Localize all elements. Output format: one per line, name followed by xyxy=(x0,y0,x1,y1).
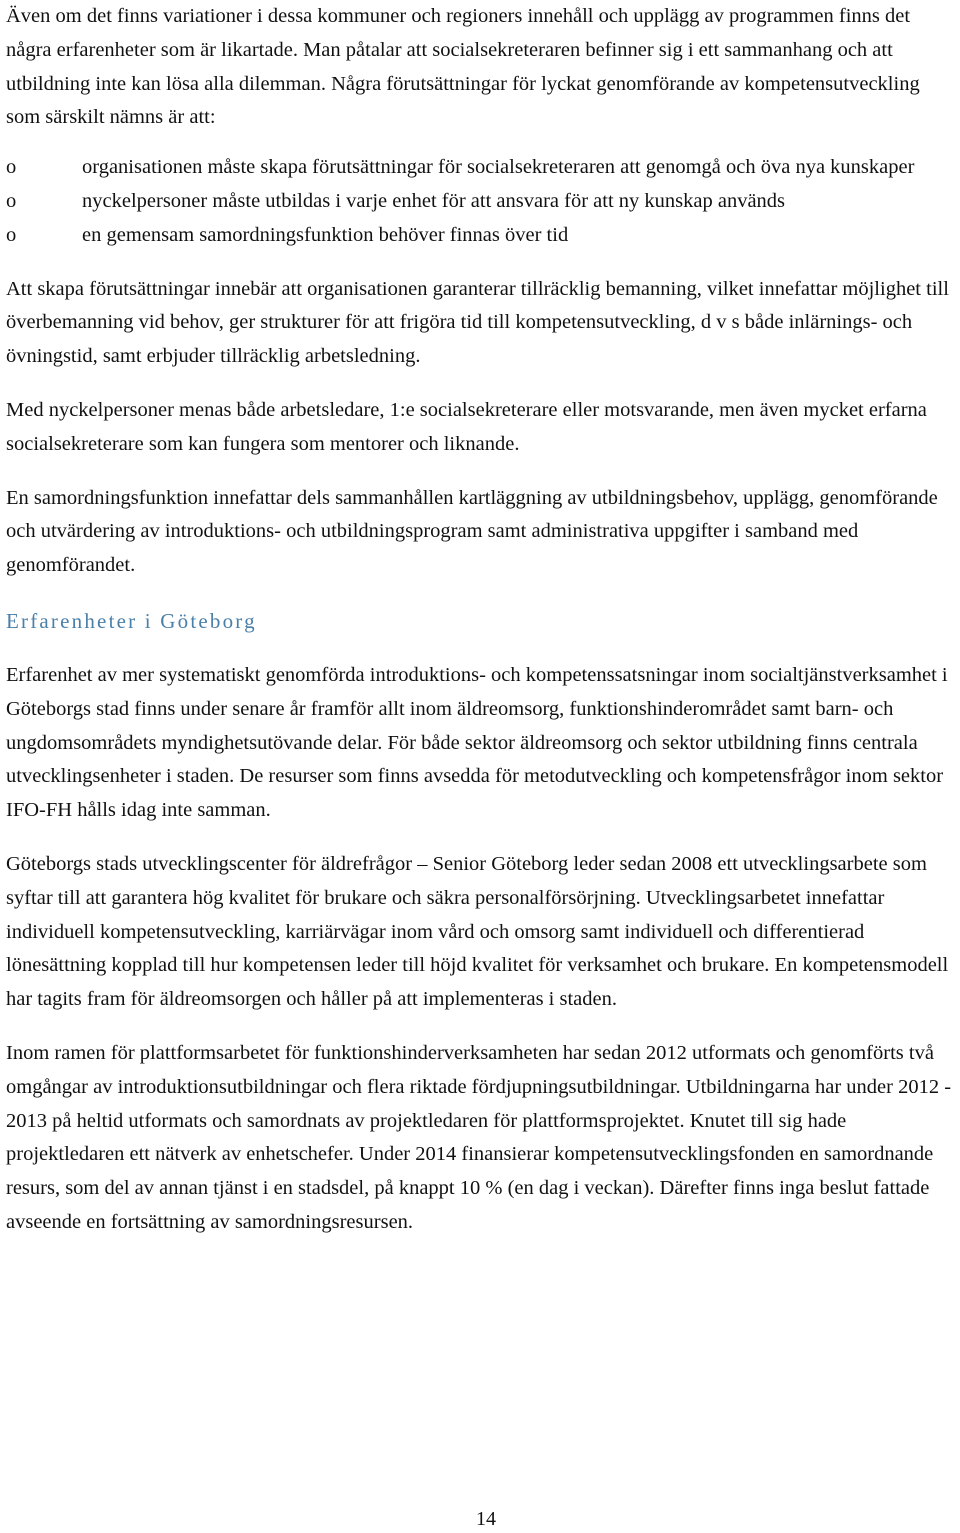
section-heading: Erfarenheter i Göteborg xyxy=(6,608,257,633)
list-item-text: organisationen måste skapa förutsättningar för socialsekreteraren att genomgå och öva nya kunskaper xyxy=(82,156,915,179)
page-number: 14 xyxy=(476,1508,496,1530)
list-item xyxy=(6,219,956,253)
body-paragraph: Göteborgs stads utvecklingscenter för äldrefrågor – Senior Göteborg leder sedan 2008 ett utvecklingsarbete som syftar till att garantera hög kvalitet för brukare och säkra personalförsörjning. Utvecklingsarbetet innefattar individuell kompetensutveckling, karriärvägar inom vård och omsorg samt individuell och differentierad lönesättning kopplad till hur kompetensen leder till höjd kvalitet för verksamhet och brukare. En kompetensmodell har tagits fram för äldreomsorgen och håller på att implementeras i staden. xyxy=(6,852,949,1011)
body-paragraph: Erfarenhet av mer systematiskt genomförda introduktions- och kompetenssatsningar inom socialtjänstverksamhet i Göteborgs stad finns under senare år framför allt inom äldreomsorg, funktionshinderområdet samt barn- och ungdomsområdets myndighetsutövande delar. För både sektor äldreomsorg och sektor utbildning finns centrala utvecklingsenheter i staden. De resurser som finns avsedda för metodutveckling och kompetensfrågor inom sektor IFO-FH hålls idag inte samman. xyxy=(6,663,948,822)
requirements-list xyxy=(6,151,956,252)
document-page xyxy=(6,0,956,1240)
bullet-marker: o xyxy=(6,189,17,212)
intro-paragraph: Även om det finns variationer i dessa kommuner och regioners innehåll och upplägg av programmen finns det några erfarenheter som är likartade. Man påtalar att socialsekreteraren befinner sig i ett sammanhang och att utbildning inte kan lösa alla dilemman. Några förutsättningar för lyckat genomförande av kompetensutveckling som särskilt nämns är att: xyxy=(6,5,920,129)
body-paragraph: Med nyckelpersoner menas både arbetsledare, 1:e socialsekreterare eller motsvarande, men även mycket erfarna socialsekreterare som kan fungera som mentorer och liknande. xyxy=(6,398,927,455)
body-paragraph: Inom ramen för plattformsarbetet för funktionshinderverksamheten har sedan 2012 utformats och genomförts två omgångar av introduktionsutbildningar och flera riktade fördjupningsutbildningar. Utbildningarna har under 2012 - 2013 på heltid utformats och samordnats av projektledaren för plattformsprojektet. Knutet till sig hade projektledaren ett nätverk av enhetschefer. Under 2014 finansierar kompetensutvecklingsfonden en samordnande resurs, som del av annan tjänst i en stadsdel, på knappt 10 % (en dag i veckan). Därefter finns inga beslut fattade avseende en fortsättning av samordningsresursen. xyxy=(6,1041,952,1233)
list-item xyxy=(6,151,956,185)
list-item xyxy=(6,185,956,219)
list-item-text: nyckelpersoner måste utbildas i varje enhet för att ansvara för att ny kunskap används xyxy=(82,189,786,212)
body-paragraph: Att skapa förutsättningar innebär att organisationen garanterar tillräcklig bemanning, vilket innefattar möjlighet till överbemanning vid behov, ger strukturer för att frigöra tid till kompetensutveckling, d v s både inlärnings- och övningstid, samt erbjuder tillräcklig arbetsledning. xyxy=(6,277,949,368)
list-item-text: en gemensam samordningsfunktion behöver finnas över tid xyxy=(82,223,569,246)
body-paragraph: En samordningsfunktion innefattar dels sammanhållen kartläggning av utbildningsbehov, upplägg, genomförande och utvärdering av introduktions- och utbildningsprogram samt administrativa uppgifter i samband med genomförandet. xyxy=(6,486,938,577)
bullet-marker: o xyxy=(6,156,17,179)
bullet-marker: o xyxy=(6,223,17,246)
